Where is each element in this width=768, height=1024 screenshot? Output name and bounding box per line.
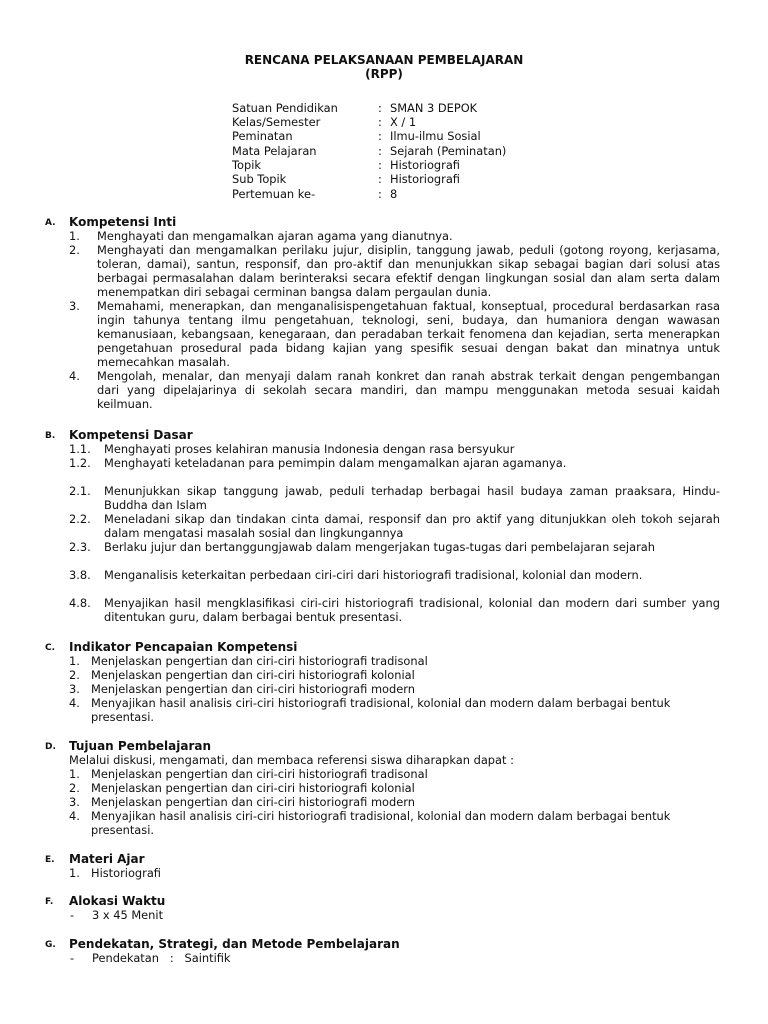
item-number: 3. bbox=[69, 682, 80, 696]
item-number: 1. bbox=[69, 654, 80, 668]
list-item bbox=[45, 299, 720, 369]
list-item bbox=[45, 229, 720, 243]
item-text: Meneladani sikap dan tindakan cinta damai, responsif dan pro aktif yang ditunjukkan oleh tokoh sejarah dalam mengatasi masalah sosial dan lingkungannya bbox=[104, 512, 720, 540]
identity-label: Topik bbox=[232, 158, 261, 172]
section-title: Pendekatan, Strategi, dan Metode Pembelajaran bbox=[69, 937, 400, 951]
item-text: Menjelaskan pengertian dan ciri-ciri historiografi kolonial bbox=[91, 781, 415, 795]
list-item bbox=[45, 512, 720, 540]
identity-label: Kelas/Semester bbox=[232, 115, 321, 129]
item-text: Menjelaskan pengertian dan ciri-ciri historiografi modern bbox=[91, 682, 415, 696]
item-text: Menyajikan hasil analisis ciri-ciri historiografi tradisional, kolonial dan modern dalam berbagai bentuk presentasi. bbox=[91, 696, 671, 724]
document-subtitle: (RPP) bbox=[365, 67, 403, 81]
list-item bbox=[45, 456, 720, 470]
section-letter: G. bbox=[45, 940, 56, 950]
item-text: Pendekatan : Saintifik bbox=[92, 951, 231, 965]
section-heading bbox=[45, 739, 720, 753]
identity-label: Peminatan bbox=[232, 129, 293, 143]
item-number: 4. bbox=[69, 809, 80, 823]
dash-bullet: - bbox=[70, 908, 75, 922]
spacer bbox=[45, 582, 720, 596]
item-text: Menunjukkan sikap tanggung jawab, peduli terhadap berbagai hasil budaya zaman praaksara, Hindu-Buddha dan Islam bbox=[104, 484, 720, 512]
list-item bbox=[45, 369, 720, 411]
list-item bbox=[45, 568, 720, 582]
section-heading bbox=[45, 852, 720, 866]
item-text: Menghayati keteladanan para pemimpin dalam mengamalkan ajaran agamanya. bbox=[104, 456, 567, 470]
item-number: 1. bbox=[69, 229, 80, 243]
item-text: Berlaku jujur dan bertanggungjawab dalam mengerjakan tugas-tugas dari pembelajaran sejarah bbox=[104, 540, 655, 554]
item-text: Mengolah, menalar, dan menyaji dalam ranah konkret dan ranah abstrak terkait dengan pengembangan dari yang dipelajarinya di sekolah secara mandiri, dan mampu menggunakan metoda sesuai kaidah keilmuan. bbox=[97, 369, 720, 411]
identity-label: Satuan Pendidikan bbox=[232, 101, 338, 115]
identity-value: 8 bbox=[390, 187, 398, 201]
list-item bbox=[45, 951, 720, 965]
list-item bbox=[45, 682, 720, 696]
spacer bbox=[45, 470, 720, 484]
section-letter: E. bbox=[45, 855, 55, 865]
section-pendekatan bbox=[45, 937, 720, 965]
section-tujuan bbox=[45, 739, 720, 837]
identity-colon: : bbox=[378, 115, 382, 129]
list-item bbox=[45, 654, 720, 668]
identity-label: Mata Pelajaran bbox=[232, 144, 317, 158]
section-letter: B. bbox=[45, 431, 56, 441]
section-heading bbox=[45, 640, 720, 654]
list-item bbox=[45, 540, 720, 554]
section-kompetensi-inti bbox=[45, 215, 720, 411]
item-text: Menjelaskan pengertian dan ciri-ciri historiografi tradisonal bbox=[91, 654, 428, 668]
section-title: Tujuan Pembelajaran bbox=[69, 739, 212, 753]
item-number: 4.8. bbox=[69, 596, 91, 610]
dash-bullet: - bbox=[70, 951, 75, 965]
item-number: 2. bbox=[69, 781, 80, 795]
list-item bbox=[45, 809, 720, 837]
identity-label: Pertemuan ke- bbox=[232, 187, 316, 201]
item-number: 1. bbox=[69, 767, 80, 781]
list-item bbox=[45, 866, 720, 880]
section-title: Kompetensi Dasar bbox=[69, 428, 193, 442]
identity-colon: : bbox=[378, 158, 382, 172]
section-title: Kompetensi Inti bbox=[69, 215, 177, 229]
section-kompetensi-dasar bbox=[45, 428, 720, 624]
item-number: 2.2. bbox=[69, 512, 91, 526]
list-item bbox=[45, 767, 720, 781]
identity-colon: : bbox=[378, 144, 382, 158]
spacer bbox=[45, 554, 720, 568]
item-number: 4. bbox=[69, 369, 80, 383]
identity-value: X / 1 bbox=[390, 115, 417, 129]
item-text: Menjelaskan pengertian dan ciri-ciri historiografi modern bbox=[91, 795, 415, 809]
item-text: Menyajikan hasil mengklasifikasi ciri-ciri historiografi tradisional, kolonial dan modern dari sumber yang ditentukan guru, dalam berbagai bentuk presentasi. bbox=[104, 596, 720, 624]
item-text: Menyajikan hasil analisis ciri-ciri historiografi tradisional, kolonial dan modern dalam berbagai bentuk presentasi. bbox=[91, 809, 671, 837]
list-item bbox=[45, 696, 720, 724]
list-item bbox=[45, 908, 720, 922]
item-number: 3. bbox=[69, 299, 80, 313]
item-number: 3.8. bbox=[69, 568, 91, 582]
section-alokasi bbox=[45, 894, 720, 922]
section-letter: F. bbox=[45, 897, 54, 907]
item-text: Historiografi bbox=[91, 866, 161, 880]
item-number: 3. bbox=[69, 795, 80, 809]
document-title: RENCANA PELAKSANAAN PEMBELAJARAN bbox=[244, 53, 524, 67]
identity-colon: : bbox=[378, 101, 382, 115]
item-number: 1.1. bbox=[69, 442, 91, 456]
identity-value: Sejarah (Peminatan) bbox=[390, 144, 507, 158]
list-item bbox=[45, 795, 720, 809]
item-number: 2. bbox=[69, 668, 80, 682]
item-number: 2.3. bbox=[69, 540, 91, 554]
section-heading bbox=[45, 215, 720, 229]
item-number: 2.1. bbox=[69, 484, 91, 498]
list-item bbox=[45, 484, 720, 512]
section-title: Alokasi Waktu bbox=[69, 894, 166, 908]
list-item bbox=[45, 243, 720, 299]
section-intro: Melalui diskusi, mengamati, dan membaca referensi siswa diharapkan dapat : bbox=[69, 753, 514, 767]
item-number: 4. bbox=[69, 696, 80, 710]
item-number: 1. bbox=[69, 866, 80, 880]
identity-value: Historiografi bbox=[390, 172, 460, 186]
item-text: 3 x 45 Menit bbox=[92, 908, 164, 922]
list-item bbox=[45, 668, 720, 682]
section-heading bbox=[45, 894, 720, 908]
section-letter: D. bbox=[45, 742, 56, 752]
section-heading bbox=[45, 428, 720, 442]
identity-label: Sub Topik bbox=[232, 172, 287, 186]
section-heading bbox=[45, 937, 720, 951]
section-materi bbox=[45, 852, 720, 880]
identity-colon: : bbox=[378, 187, 382, 201]
identity-colon: : bbox=[378, 172, 382, 186]
section-letter: A. bbox=[45, 218, 56, 228]
list-item bbox=[45, 442, 720, 456]
identity-value: SMAN 3 DEPOK bbox=[390, 101, 478, 115]
item-text: Memahami, menerapkan, dan menganalisispengetahuan faktual, konseptual, procedural berdasarkan rasa ingin tahunya tentang ilmu pengetahuan, teknologi, seni, budaya, dan humaniora dengan wawasan kemanusiaan, kebangsaan, kenegaraan, dan peradaban terkait fenomena dan kejadian, serta menerapkan pengetahuan prosedural pada bidang kajian yang spesifik sesuai dengan bakat dan minatnya untuk memecahkan masalah. bbox=[97, 299, 720, 369]
item-text: Menjelaskan pengertian dan ciri-ciri historiografi tradisonal bbox=[91, 767, 428, 781]
identity-value: Ilmu-ilmu Sosial bbox=[390, 129, 481, 143]
section-indikator bbox=[45, 640, 720, 724]
identity-value: Historiografi bbox=[390, 158, 460, 172]
list-item bbox=[45, 781, 720, 795]
identity-colon: : bbox=[378, 129, 382, 143]
list-item bbox=[45, 596, 720, 624]
section-letter: C. bbox=[45, 643, 56, 653]
item-text: Menghayati dan mengamalkan perilaku jujur, disiplin, tanggung jawab, peduli (gotong royong, kerjasama, toleran, damai), santun, responsif, dan pro-aktif dan menunjukkan sikap sebagai bagian dari solusi atas berbagai permasalahan dalam berinteraksi secara efektif dengan lingkungan sosial dan alam serta dalam menempatkan diri sebagai cerminan bangsa dalam pergaulan dunia. bbox=[97, 243, 720, 299]
item-number: 2. bbox=[69, 243, 80, 257]
item-text: Menghayati dan mengamalkan ajaran agama yang dianutnya. bbox=[97, 229, 453, 243]
item-text: Menghayati proses kelahiran manusia Indonesia dengan rasa bersyukur bbox=[104, 442, 515, 456]
section-title: Materi Ajar bbox=[69, 852, 145, 866]
item-text: Menganalisis keterkaitan perbedaan ciri-ciri dari historiografi tradisional, kolonial dan modern. bbox=[104, 568, 643, 582]
item-number: 1.2. bbox=[69, 456, 91, 470]
item-text: Menjelaskan pengertian dan ciri-ciri historiografi kolonial bbox=[91, 668, 415, 682]
section-title: Indikator Pencapaian Kompetensi bbox=[69, 640, 298, 654]
